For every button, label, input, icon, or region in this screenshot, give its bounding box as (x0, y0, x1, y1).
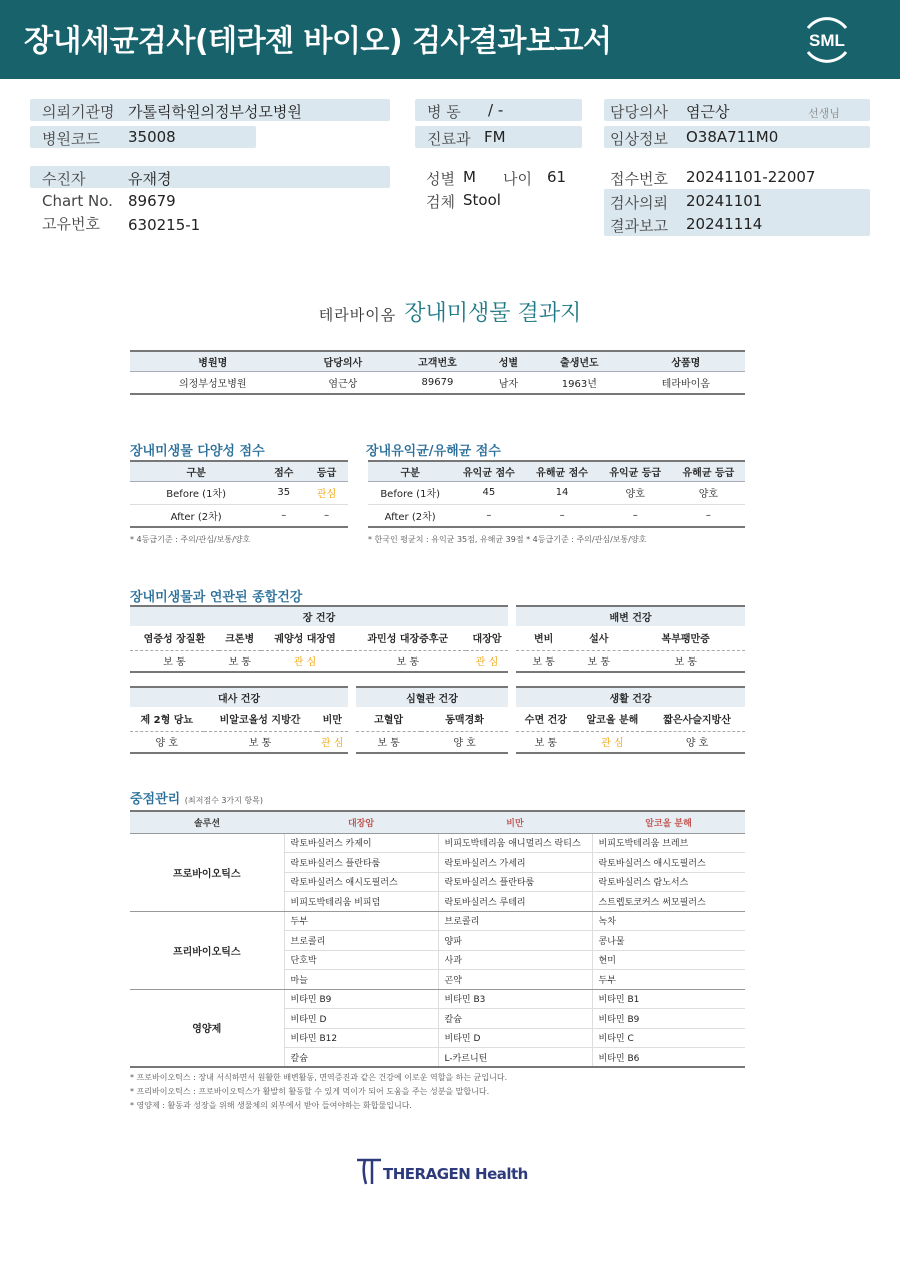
col-sex: 성별 (485, 351, 532, 371)
focus-group-name: 프리바이오틱스 (130, 911, 284, 989)
beneficial-bad-grade: 양호 (672, 481, 745, 504)
metabolic-value: 양 호 (130, 731, 204, 753)
request-label: 검사의뢰 (610, 194, 668, 212)
cardio-value: 보 통 (356, 731, 421, 753)
diversity-col-type: 구분 (130, 461, 262, 481)
focus-cell: 브로콜리 (438, 911, 592, 931)
focus-col-obesity: 비만 (438, 811, 592, 833)
beneficial-row-label: After (2차) (368, 504, 452, 527)
metabolic-value: 관 심 (317, 731, 348, 753)
col-customer-no: 고객번호 (390, 351, 485, 371)
focus-table (130, 810, 745, 1068)
institution-value: 가톨릭학원의정부성모병원 (128, 103, 302, 121)
lifestyle-health-table (516, 686, 745, 754)
focus-cell: 마늘 (284, 970, 438, 990)
focus-cell: 락토바실러스 가세리 (438, 853, 592, 873)
cell-birth-year: 1963년 (532, 371, 627, 394)
focus-group-name: 프로바이오틱스 (130, 833, 284, 911)
doctor-label: 담당의사 (610, 103, 668, 121)
bowel-health-table (516, 605, 745, 673)
gut-item: 대장암 (466, 626, 508, 650)
receipt-value: 20241101-22007 (686, 168, 816, 186)
focus-title-text: 중점관리 (130, 792, 181, 807)
focus-cell: 단호박 (284, 950, 438, 970)
bowel-item: 복부팽만증 (626, 626, 745, 650)
doctor-value: 염근상 (686, 103, 730, 121)
beneficial-bad-grade: – (672, 504, 745, 527)
diversity-grade-value: – (305, 504, 348, 527)
focus-cell: L-카르니틴 (438, 1048, 592, 1068)
chart-value: 89679 (128, 192, 176, 210)
focus-cell: 비타민 B12 (284, 1028, 438, 1048)
request-value: 20241101 (686, 192, 763, 210)
diversity-score-value: – (262, 504, 305, 527)
examinee-label: 수진자 (42, 170, 86, 188)
focus-title (130, 788, 263, 807)
focus-cell: 락토바실러스 플란타룸 (438, 872, 592, 892)
health-title: 장내미생물과 연관된 종합건강 (130, 590, 303, 605)
brand-name: THERAGEN Health (383, 1165, 528, 1183)
col-doctor: 담당의사 (296, 351, 391, 371)
beneficial-table (368, 460, 745, 528)
cardio-health-table (356, 686, 508, 754)
gut-health-table (130, 605, 508, 673)
diversity-row-label: After (2차) (130, 504, 262, 527)
beneficial-good-score: 45 (452, 481, 525, 504)
clinical-info-label: 임상정보 (610, 130, 668, 148)
focus-subtitle: (최저점수 3가지 항목) (184, 796, 264, 805)
cardio-item: 동맥경화 (421, 707, 508, 731)
age-label: 나이 (503, 170, 532, 188)
focus-cell: 비타민 B9 (592, 1009, 745, 1029)
focus-cell: 양파 (438, 931, 592, 951)
report-title: 장내세균검사(테라젠 바이오) 검사결과보고서 (24, 24, 612, 59)
metabolic-item: 비만 (317, 707, 348, 731)
sml-logo-icon (800, 12, 854, 66)
cell-sex: 남자 (485, 371, 532, 394)
beneficial-bad-score: – (525, 504, 598, 527)
theragen-mark-icon (356, 1155, 382, 1185)
metabolic-item: 제 2형 당뇨 (130, 707, 204, 731)
department-value: FM (484, 128, 506, 146)
beneficial-col-good-grade: 유익균 등급 (599, 461, 672, 481)
clinical-info-value: O38A711M0 (686, 128, 779, 146)
cell-hospital: 의정부성모병원 (130, 371, 296, 394)
gut-value: 보 통 (219, 650, 261, 672)
receipt-label: 접수번호 (610, 170, 668, 188)
logo-text: SML (809, 31, 845, 50)
bowel-value: 보 통 (571, 650, 626, 672)
ward-label: 병 동 (427, 103, 461, 121)
lifestyle-item: 알코올 분해 (576, 707, 649, 731)
focus-cell: 비타민 D (284, 1009, 438, 1029)
focus-cell: 비피도박테리움 브레브 (592, 833, 745, 853)
lifestyle-value: 관 심 (576, 731, 649, 753)
focus-cell: 락토바실러스 루테리 (438, 892, 592, 912)
unique-value: 630215-1 (128, 216, 201, 234)
cardio-value: 양 호 (421, 731, 508, 753)
gut-value: 관 심 (261, 650, 350, 672)
doctor-suffix: 선생님 (808, 107, 840, 120)
cardio-item: 고혈압 (356, 707, 421, 731)
focus-cell: 콩나물 (592, 931, 745, 951)
unique-label: 고유번호 (42, 215, 100, 233)
beneficial-bad-score: 14 (525, 481, 598, 504)
diversity-score-value: 35 (262, 481, 305, 504)
bowel-item: 변비 (516, 626, 571, 650)
gut-value: 보 통 (349, 650, 466, 672)
hospital-code-label: 병원코드 (42, 130, 100, 148)
diversity-grade-value: 관심 (305, 481, 348, 504)
col-birth-year: 출생년도 (532, 351, 627, 371)
focus-col-colon-cancer: 대장암 (284, 811, 438, 833)
focus-cell: 비타민 B3 (438, 989, 592, 1009)
metabolic-item: 비알코올성 지방간 (204, 707, 317, 731)
age-value: 61 (547, 168, 567, 186)
gut-value: 보 통 (130, 650, 219, 672)
lifestyle-value: 보 통 (516, 731, 576, 753)
col-hospital: 병원명 (130, 351, 296, 371)
sex-value: M (463, 168, 476, 186)
cell-customer-no: 89679 (390, 371, 485, 394)
focus-cell: 브로콜리 (284, 931, 438, 951)
beneficial-title: 장내유익균/유해균 점수 (366, 444, 501, 459)
focus-cell: 락토바실러스 애시도필러스 (284, 872, 438, 892)
lifestyle-health-group: 생활 건강 (516, 687, 745, 707)
result-title-main: 장내미생물 결과지 (404, 301, 582, 326)
beneficial-good-grade: – (599, 504, 672, 527)
diversity-row-label: Before (1차) (130, 481, 262, 504)
lifestyle-value: 양 호 (649, 731, 745, 753)
focus-cell: 비타민 C (592, 1028, 745, 1048)
focus-cell: 사과 (438, 950, 592, 970)
examinee-value: 유재경 (128, 170, 172, 188)
ward-value: / - (488, 101, 504, 119)
diversity-col-grade: 등급 (305, 461, 348, 481)
focus-col-solution: 솔루션 (130, 811, 284, 833)
lifestyle-item: 수면 건강 (516, 707, 576, 731)
diversity-table (130, 460, 348, 528)
beneficial-col-bad-grade: 유해균 등급 (672, 461, 745, 481)
beneficial-note: * 한국인 평균치 : 유익균 35점, 유해균 39점 * 4등급기준 : 주의/관심/보통/양호 (368, 535, 647, 544)
diversity-col-score: 점수 (262, 461, 305, 481)
beneficial-col-bad-score: 유해균 점수 (525, 461, 598, 481)
beneficial-col-good-score: 유익균 점수 (452, 461, 525, 481)
customer-info-table (130, 350, 745, 395)
metabolic-health-group: 대사 건강 (130, 687, 348, 707)
focus-cell: 비타민 B6 (592, 1048, 745, 1068)
focus-cell: 두부 (592, 970, 745, 990)
cell-product: 테라바이옴 (627, 371, 745, 394)
institution-label: 의뢰기관명 (42, 103, 115, 121)
cell-doctor: 염근상 (296, 371, 391, 394)
gut-item: 염증성 장질환 (130, 626, 219, 650)
diversity-title: 장내미생물 다양성 점수 (130, 444, 265, 459)
department-label: 진료과 (427, 130, 471, 148)
focus-group-name: 영양제 (130, 989, 284, 1067)
header-bar (0, 0, 900, 79)
beneficial-row-label: Before (1차) (368, 481, 452, 504)
focus-cell: 비타민 B9 (284, 989, 438, 1009)
report-label: 결과보고 (610, 217, 668, 235)
col-product: 상품명 (627, 351, 745, 371)
beneficial-good-score: – (452, 504, 525, 527)
focus-cell: 스트렙토코커스 써모필러스 (592, 892, 745, 912)
metabolic-value: 보 통 (204, 731, 317, 753)
focus-cell: 현미 (592, 950, 745, 970)
bowel-item: 설사 (571, 626, 626, 650)
metabolic-health-table (130, 686, 348, 754)
bowel-health-group: 배변 건강 (516, 606, 745, 626)
result-title (0, 296, 900, 327)
result-title-prefix: 테라바이옴 (318, 306, 397, 324)
focus-note: * 프리바이오틱스 : 프로바이오틱스가 활발히 활동할 수 있게 먹이가 되어 도움을 주는 성분을 말합니다. (130, 1087, 490, 1096)
focus-note: * 영양제 : 활동과 성장을 위해 생물체의 외부에서 받아 들여야하는 화합물입니다. (130, 1101, 412, 1110)
beneficial-good-grade: 양호 (599, 481, 672, 504)
lifestyle-item: 짧은사슬지방산 (649, 707, 745, 731)
gut-value: 관 심 (466, 650, 508, 672)
focus-cell: 락토바실러스 람노서스 (592, 872, 745, 892)
gut-health-group: 장 건강 (130, 606, 508, 626)
focus-cell: 락토바실러스 플란타룸 (284, 853, 438, 873)
focus-cell: 비타민 D (438, 1028, 592, 1048)
beneficial-col-type: 구분 (368, 461, 452, 481)
report-value: 20241114 (686, 215, 763, 233)
focus-cell: 녹차 (592, 911, 745, 931)
focus-cell: 락토바실러스 애시도필러스 (592, 853, 745, 873)
focus-cell: 비피도박테리움 비피덤 (284, 892, 438, 912)
gut-item: 과민성 대장증후군 (349, 626, 466, 650)
focus-cell: 두부 (284, 911, 438, 931)
diversity-note: * 4등급기준 : 주의/관심/보통/양호 (130, 535, 251, 544)
sex-label: 성별 (426, 170, 455, 188)
focus-cell: 칼슘 (284, 1048, 438, 1068)
gut-item: 궤양성 대장염 (261, 626, 350, 650)
focus-col-alcohol: 알코올 분해 (592, 811, 745, 833)
cardio-health-group: 심혈관 건강 (356, 687, 508, 707)
focus-note: * 프로바이오틱스 : 장내 서식하면서 원활한 배변활동, 면역증진과 같은 건강에 이로운 역할을 하는 균입니다. (130, 1073, 508, 1082)
focus-cell: 칼슘 (438, 1009, 592, 1029)
focus-cell: 곤약 (438, 970, 592, 990)
specimen-label: 검체 (426, 193, 455, 211)
gut-item: 크론병 (219, 626, 261, 650)
focus-cell: 비피도박테리움 애니멀리스 락티스 (438, 833, 592, 853)
specimen-value: Stool (463, 191, 501, 209)
hospital-code-value: 35008 (128, 128, 176, 146)
bowel-value: 보 통 (626, 650, 745, 672)
focus-cell: 비타민 B1 (592, 989, 745, 1009)
chart-label: Chart No. (42, 192, 113, 210)
focus-cell: 락토바실러스 카제이 (284, 833, 438, 853)
bowel-value: 보 통 (516, 650, 571, 672)
